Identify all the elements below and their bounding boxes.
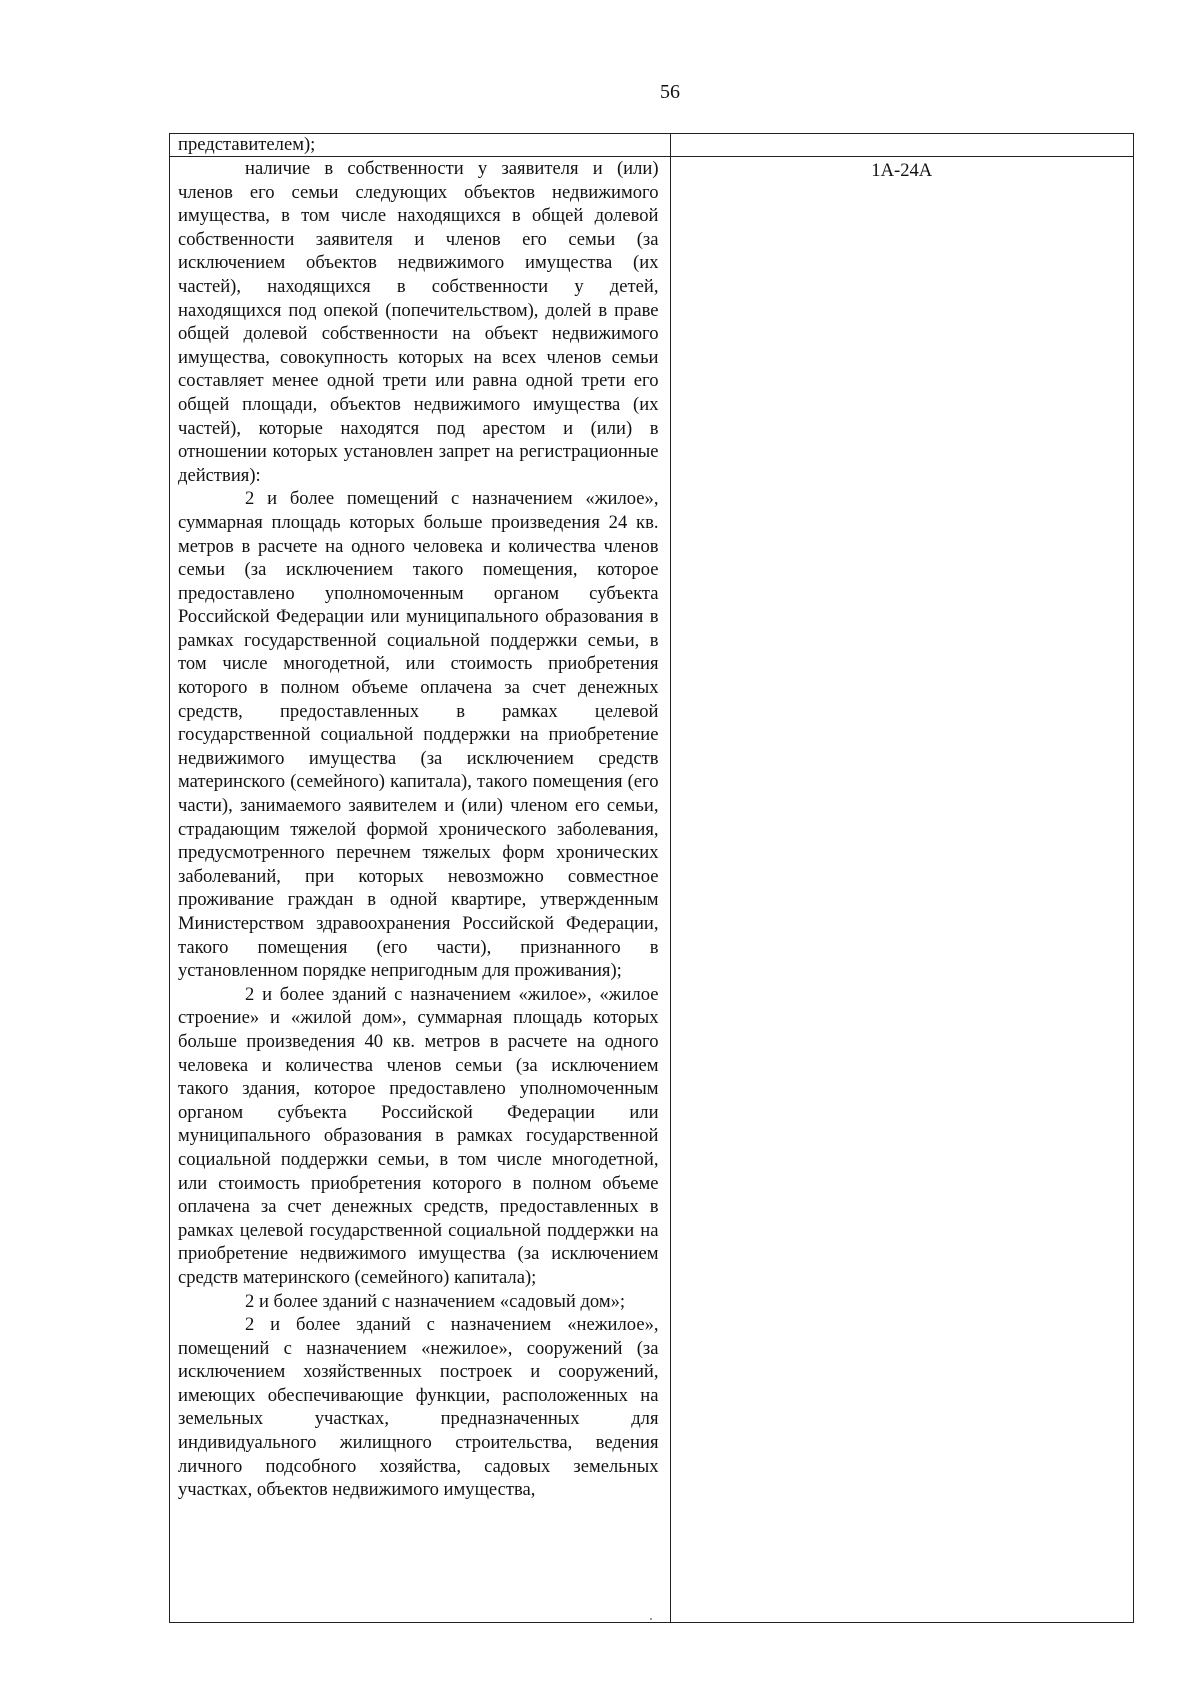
header-left-text: представителем); [178, 134, 316, 155]
paragraph-garden-houses: 2 и более зданий с назначением «садовый дом»; [245, 1290, 626, 1312]
table-row-body [170, 157, 1134, 1623]
paragraph-residential-buildings: 2 и более зданий с назначением «жилое», «жилое строение» и «жилой дом», суммарная площадь которых больше произведения 40 кв. метров в расчете на одного человека и количества членов семьи (за исключением такого здания, которое предоставлено уполномоченным органом субъекта Российской Федерации или муниципального образования в рамках государственной социальной поддержки семьи, в том числе многодетной, или стоимость приобретения которого в полном объеме оплачена за счет денежных средств, предоставленных в рамках целевой государственной социальной поддержки на приобретение недвижимого имущества (за исключением средств материнского (семейного) капитала); [178, 983, 659, 1288]
header-left-cell [170, 134, 671, 157]
page-number: 56 [660, 81, 680, 103]
paragraph-nonresidential: 2 и более зданий с назначением «нежилое», помещений с назначением «нежилое», сооружений (за исключением хозяйственных построек и сооружений, имеющих обеспечивающие функции, расположенных на земельных участках, предназначенных для индивидуального жилищного строительства, ведения личного подсобного хозяйства, садовых земельных участках, объектов недвижимого имущества, [178, 1314, 659, 1501]
document-table [169, 133, 1134, 1623]
header-right-cell [670, 134, 1133, 157]
code-cell [670, 157, 1133, 1623]
conditions-cell [170, 157, 671, 1623]
paragraph-residential-premises: 2 и более помещений с назначением «жилое», суммарная площадь которых больше произведения 24 кв. метров в расчете на одного человека и количества членов семьи (за исключением такого помещения, которое предоставлено уполномоченным органом субъекта Российской Федерации или муниципального образования в рамках государственной социальной поддержки семьи, в том числе многодетной, или стоимость приобретения которого в полном объеме оплачена за счет денежных средств, предоставленных в рамках целевой государственной социальной поддержки на приобретение недвижимого имущества (за исключением средств материнского (семейного) капитала), такого помещения (его части), занимаемого заявителем и (или) членом его семьи, страдающим тяжелой формой хронического заболевания, предусмотренного перечнем тяжелых форм хронических заболеваний, при которых невозможно совместное проживание граждан в одной квартире, утвержденным Министерством здравоохранения Российской Федерации, такого помещения (его части), признанного в установленном порядке непригодным для проживания); [178, 488, 659, 982]
scan-speck [650, 1618, 652, 1620]
code-label: 1А-24А [871, 160, 933, 181]
paragraph-ownership-intro: наличие в собственности у заявителя и (или) членов его семьи следующих объектов недвижимого имущества, в том числе находящихся в общей долевой собственности заявителя и членов его семьи (за исключением объектов недвижимого имущества (их частей), находящихся в собственности у детей, находящихся под опекой (попечительством), долей в праве общей долевой собственности на объект недвижимого имущества, совокупность которых на всех членов семьи составляет менее одной трети или равна одной трети его общей площади, объектов недвижимого имущества (их частей), которые находятся под арестом и (или) в отношении которых установлен запрет на регистрационные действия): [178, 158, 659, 486]
table-row-header [170, 134, 1134, 157]
conditions-text [170, 157, 670, 1502]
